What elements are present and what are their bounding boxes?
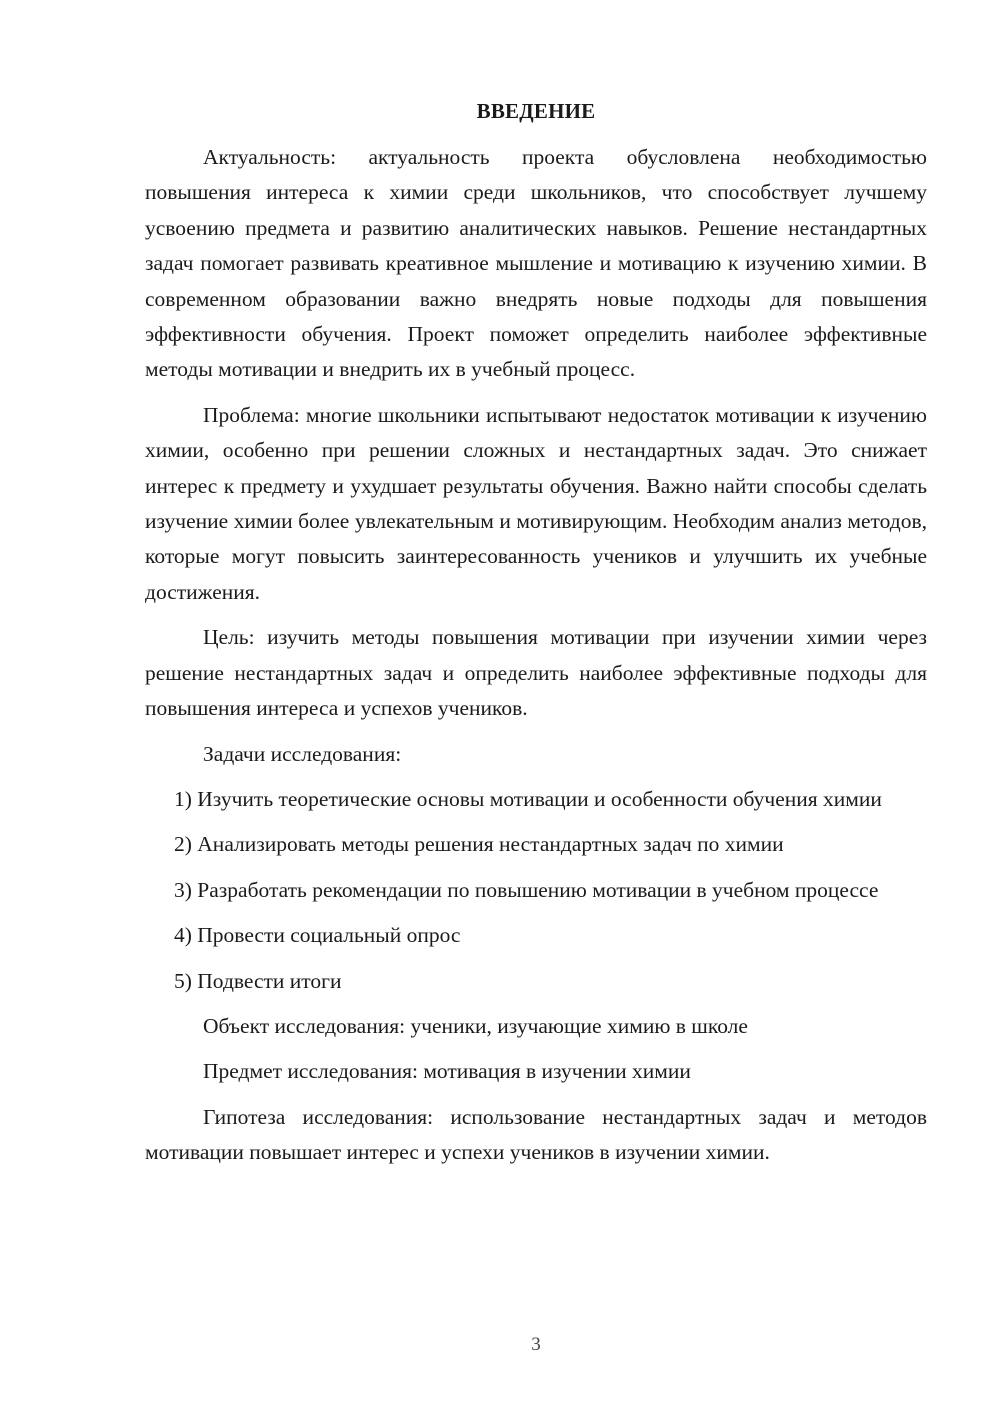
task-item-2: 2) Анализировать методы решения нестандартных задач по химии [174, 832, 784, 857]
page-number: 3 [531, 1334, 541, 1355]
paragraph-object: Объект исследования: ученики, изучающие химию в школе [203, 1013, 748, 1038]
document-body [145, 140, 927, 1171]
paragraph-goal: Цель: изучить методы повышения мотивации при изучении химии через решение нестандартных задач и определить наиболее эффективные подходы для повышения интереса и успехов учеников. [145, 625, 927, 721]
paragraph-problem: Проблема: многие школьники испытывают недостаток мотивации к изучению химии, особенно при решении сложных и нестандартных задач. Это снижает интерес к предмету и ухудшает результаты обучения. Важно найти способы сделать изучение химии более увлекательным и мотивирующим. Необходим анализ методов, которые могут повысить заинтересованность учеников и улучшить их учебные достижения. [145, 402, 927, 604]
task-item-1: 1) Изучить теоретические основы мотивации и особенности обучения химии [174, 786, 882, 811]
tasks-intro: Задачи исследования: [203, 741, 402, 766]
section-heading: ВВЕДЕНИЕ [476, 99, 596, 123]
paragraph-hypothesis: Гипотеза исследования: использование нестандартных задач и методов мотивации повышает интерес и успехи учеников в изучении химии. [145, 1104, 927, 1165]
task-item-3: 3) Разработать рекомендации по повышению мотивации в учебном процессе [174, 877, 879, 902]
paragraph-subject: Предмет исследования: мотивация в изучении химии [203, 1059, 691, 1084]
task-item-5: 5) Подвести итоги [174, 968, 342, 993]
task-item-4: 4) Провести социальный опрос [174, 923, 461, 948]
paragraph-relevance: Актуальность: актуальность проекта обусловлена необходимостью повышения интереса к химии среди школьников, что способствует лучшему усвоению предмета и развитию аналитических навыков. Решение нестандартных задач помогает развивать креативное мышление и мотивацию к изучению химии. В современном образовании важно внедрять новые подходы для повышения эффективности обучения. Проект поможет определить наиболее эффективные методы мотивации и внедрить их в учебный процесс. [145, 145, 927, 382]
